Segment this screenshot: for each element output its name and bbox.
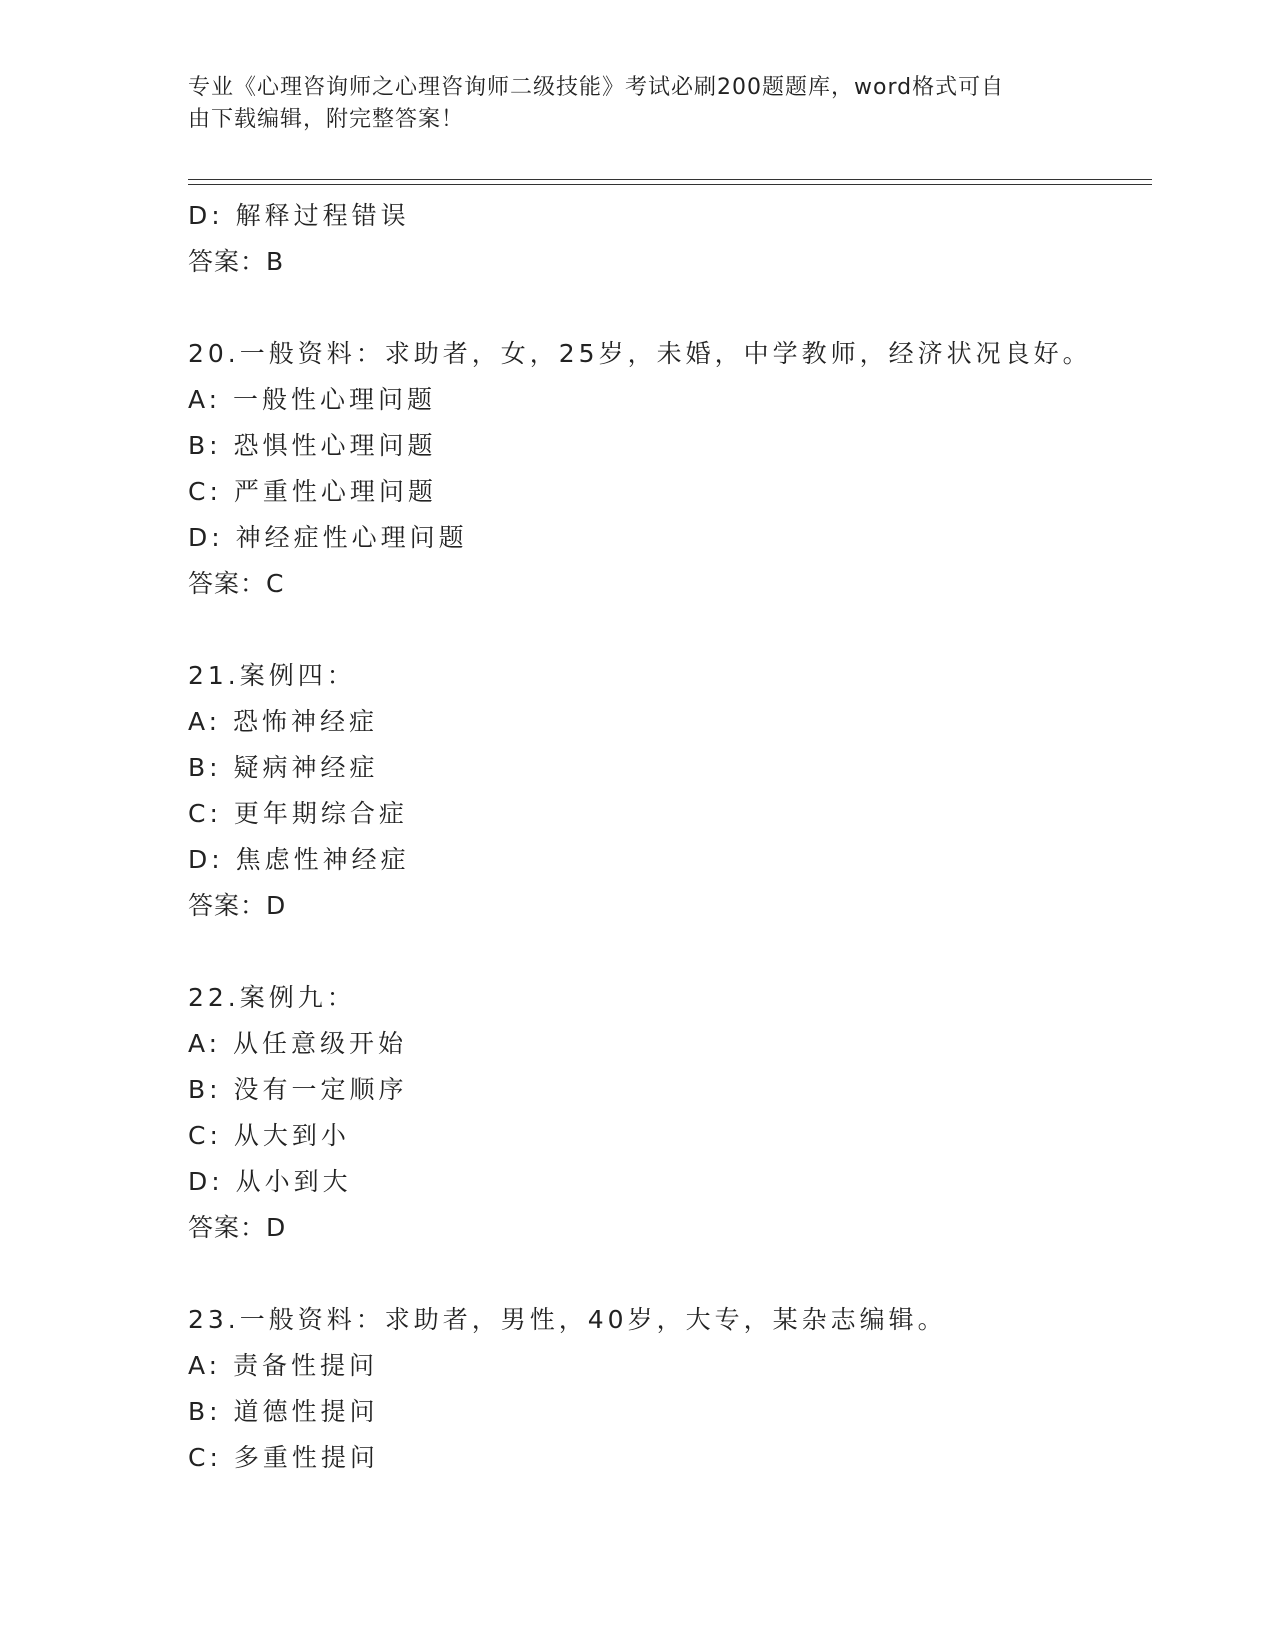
header-line-2: 由下载编辑，附完整答案！ (188, 107, 465, 132)
option-a: A: 恐怖神经症 (188, 707, 379, 736)
question-spacer (188, 929, 1148, 975)
option-c: C: 严重性心理问题 (188, 477, 437, 506)
answer-line: 答案：C (188, 569, 285, 598)
header-divider-bottom (188, 184, 1152, 185)
question-spacer (188, 1251, 1148, 1297)
header-divider-top (188, 179, 1152, 180)
option-b: B: 疑病神经症 (188, 753, 379, 782)
question-stem-22: 22.案例九： (188, 983, 356, 1012)
question-spacer (188, 285, 1148, 331)
question-stem-23: 23.一般资料：求助者，男性，40岁，大专，某杂志编辑。 (188, 1305, 947, 1334)
answer-line: 答案：D (188, 891, 287, 920)
option-b: B: 没有一定顺序 (188, 1075, 408, 1104)
answer-line: 答案：D (188, 1213, 287, 1242)
option-a: A: 责备性提问 (188, 1351, 379, 1380)
option-b: B: 恐惧性心理问题 (188, 431, 437, 460)
option-d: D: 从小到大 (188, 1167, 352, 1196)
question-stem-20: 20.一般资料：求助者，女，25岁，未婚，中学教师，经济状况良好。 (188, 339, 1092, 368)
question-stem-21: 21.案例四： (188, 661, 356, 690)
question-spacer (188, 607, 1148, 653)
option-a: A: 从任意级开始 (188, 1029, 408, 1058)
option-b: B: 道德性提问 (188, 1397, 379, 1426)
option-c: C: 更年期综合症 (188, 799, 408, 828)
option-c: C: 从大到小 (188, 1121, 350, 1150)
option-a: A: 一般性心理问题 (188, 385, 437, 414)
answer-line: 答案：B (188, 247, 285, 276)
option-d: D: 焦虑性神经症 (188, 845, 410, 874)
option-d: D: 神经症性心理问题 (188, 523, 468, 552)
option-c: C: 多重性提问 (188, 1443, 379, 1472)
document-header (188, 72, 1068, 136)
header-line-1: 专业《心理咨询师之心理咨询师二级技能》考试必刷200题题库，word格式可自 (188, 75, 1005, 100)
question-list (188, 193, 1148, 1481)
option-d: D: 解释过程错误 (188, 201, 410, 230)
